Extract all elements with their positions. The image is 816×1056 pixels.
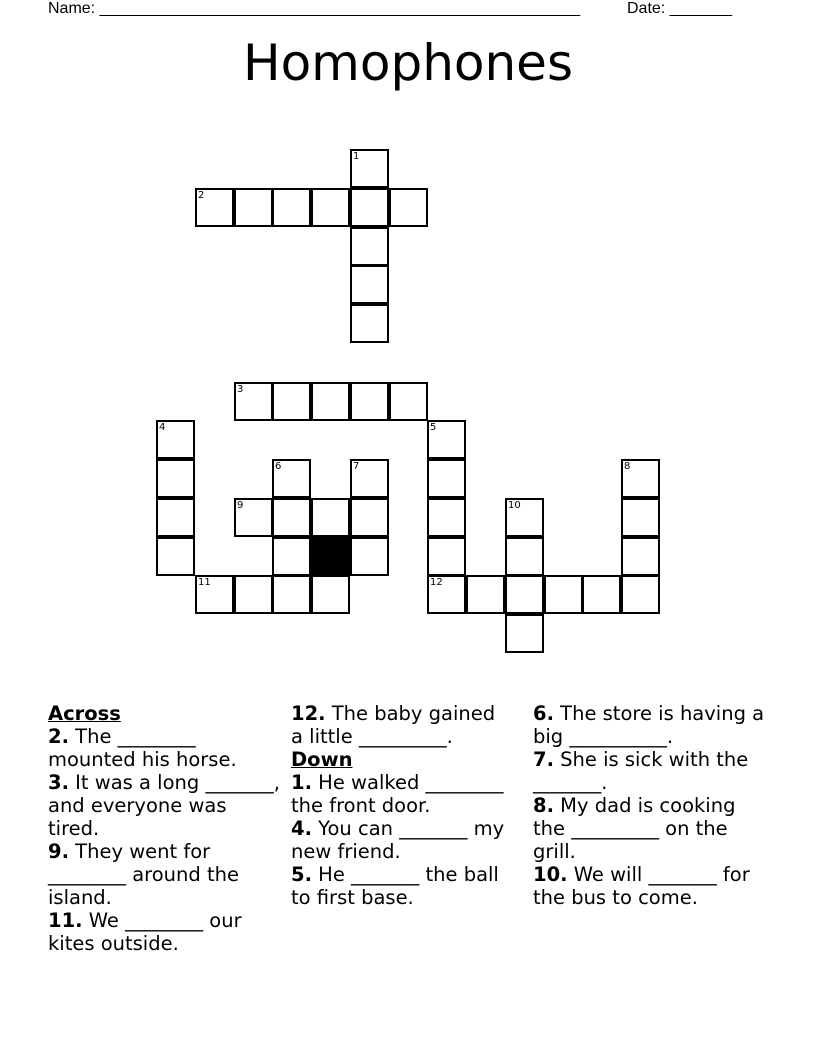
crossword-cell[interactable] [505,575,544,614]
crossword-cell[interactable] [350,498,389,537]
crossword-cell[interactable] [621,575,660,614]
clue-down-1: 1. He walked ________ the front door. [291,771,504,817]
crossword-cell[interactable] [156,498,195,537]
clue-across-9: 9. They went for ________ around the island. [48,840,239,909]
crossword-cell[interactable] [234,188,273,227]
page-title: Homophones [242,34,573,92]
crossword-cell[interactable] [272,575,311,614]
across-heading: Across [48,702,121,725]
crossword-cell[interactable] [544,575,583,614]
crossword-cell[interactable] [272,537,311,576]
crossword-cell[interactable] [311,498,350,537]
clue-down-7: 7. She is sick with the _______. [533,748,749,794]
crossword-cell[interactable] [272,459,311,498]
clue-number: 1 [353,151,360,162]
crossword-cell[interactable] [427,498,466,537]
crossword-cell[interactable] [350,149,389,188]
crossword-cell[interactable] [350,265,389,304]
clue-down-6: 6. The store is having a big __________. [533,702,765,748]
clue-number: 4 [159,422,166,433]
date-line[interactable]: _______ [669,0,732,17]
clue-down-4: 4. You can _______ my new friend. [291,817,505,863]
crossword-cell[interactable] [427,459,466,498]
crossword-cell[interactable] [427,537,466,576]
crossword-cell[interactable] [156,420,195,459]
crossword-cell[interactable] [272,382,311,421]
crossword-cell[interactable] [350,304,389,343]
crossword-cell[interactable] [350,188,389,227]
crossword-cell[interactable] [234,498,273,537]
crossword-cell[interactable] [505,498,544,537]
clues-column-3 [533,702,768,909]
clue-number: 5 [430,422,437,433]
clue-down-10: 10. We will _______ for the bus to come. [533,863,750,909]
clue-down-8: 8. My dad is cooking the _________ on the grill. [533,794,736,863]
crossword-cell[interactable] [311,188,350,227]
crossword-cell[interactable] [311,382,350,421]
name-line[interactable]: ______________________________________________________ [99,0,581,17]
clue-across-2: 2. The ________ mounted his horse. [48,725,237,771]
name-label-text: Name: [48,0,96,17]
clue-number: 10 [508,500,521,511]
down-heading: Down [291,748,353,771]
crossword-cell[interactable] [311,575,350,614]
crossword-cell[interactable] [505,537,544,576]
clue-down-5: 5. He _______ the ball to first base. [291,863,499,909]
crossword-cell[interactable] [156,459,195,498]
crossword-cell[interactable] [350,382,389,421]
clues-column-1 [48,702,283,955]
clue-number: 11 [198,577,211,588]
crossword-cell[interactable] [272,498,311,537]
clue-number: 3 [237,384,244,395]
clue-number: 6 [275,461,282,472]
crossword-cell[interactable] [156,537,195,576]
clue-number: 7 [353,461,360,472]
crossword-cell[interactable] [350,227,389,266]
crossword-cell[interactable] [389,188,428,227]
crossword-cell[interactable] [272,188,311,227]
crossword-cell[interactable] [466,575,505,614]
crossword-cell[interactable] [427,575,466,614]
clue-number: 9 [237,500,244,511]
crossword-cell[interactable] [621,459,660,498]
clue-number: 8 [624,461,631,472]
crossword-cell[interactable] [505,614,544,653]
crossword-cell[interactable] [350,459,389,498]
crossword-cell[interactable] [427,420,466,459]
crossword-cell[interactable] [621,537,660,576]
clue-number: 2 [198,190,205,201]
clues-column-2 [291,702,511,909]
crossword-cell[interactable] [195,188,234,227]
clue-across-11: 11. We ________ our kites outside. [48,909,242,955]
crossword-cell[interactable] [350,537,389,576]
clue-across-12: 12. The baby gained a little _________. [291,702,496,748]
crossword-cell[interactable] [234,575,273,614]
crossword-cell[interactable] [234,382,273,421]
crossword-cell[interactable] [389,382,428,421]
clue-number: 12 [430,577,443,588]
crossword-cell[interactable] [582,575,621,614]
crossword-black-cell [311,537,350,576]
crossword-cell[interactable] [621,498,660,537]
crossword-cell[interactable] [195,575,234,614]
clue-across-3: 3. It was a long _______, and everyone was tired. [48,771,280,840]
date-label-text: Date: [627,0,666,17]
